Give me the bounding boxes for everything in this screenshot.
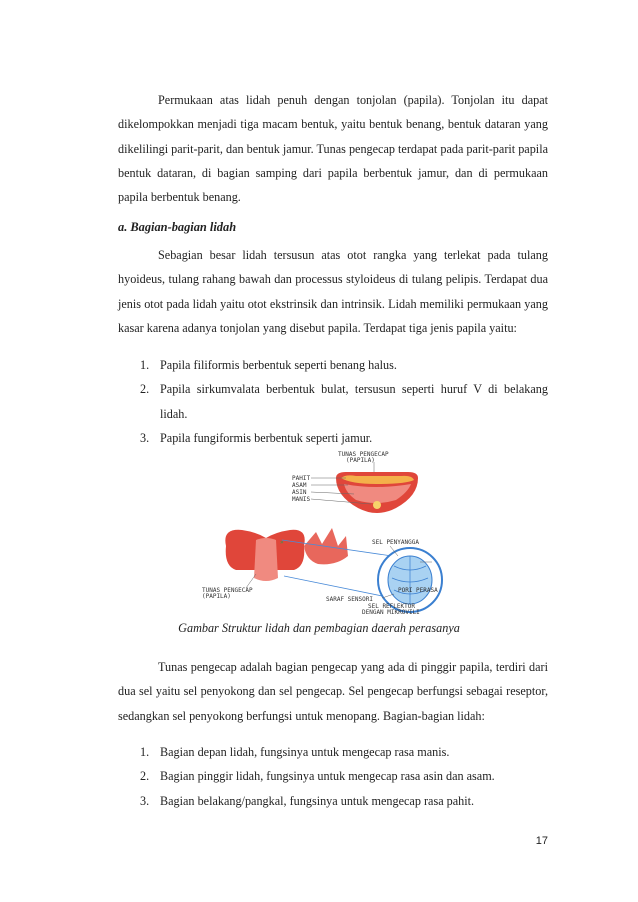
list-number: 3.: [140, 430, 150, 445]
section-heading-bagian-lidah: a. Bagian-bagian lidah: [118, 220, 237, 234]
tongue-tip-zone: [373, 501, 381, 509]
papila-list: [140, 353, 548, 450]
list-number: 1.: [140, 358, 150, 372]
paragraph-otot-lidah: Sebagian besar lidah tersusun atas otot rangka yang terlekat pada tulang hyoideus, tulang rahang bawah dan processus styloideus di tulang pelipis. Terdapat dua jenis otot pada lidah yaitu otot ekstrinsik dan intrinsik. Lidah memiliki permukaan yang kasar karena adanya tonjolan yang disebut papila. Terdapat tiga jenis papila yaitu:: [118, 248, 548, 335]
list-number: 1.: [140, 745, 150, 759]
list-text: Bagian depan lidah, fungsinya untuk mengecap rasa manis.: [160, 745, 450, 759]
label-pahit: PAHIT: [292, 475, 311, 482]
list-number: 3.: [140, 793, 150, 808]
list-text: Papila filiformis berbentuk seperti benang halus.: [160, 358, 397, 372]
label-papila-top: (PAPILA): [346, 457, 375, 464]
list-item: [140, 353, 548, 377]
tongue-structure-figure: [186, 448, 452, 618]
label-pori-perasa: PORI PERASA: [398, 587, 438, 594]
list-text: Papila fungiformis berbentuk seperti jamur.: [160, 430, 373, 445]
papila-groove: [254, 538, 278, 581]
list-number: 2.: [140, 382, 150, 397]
label-tunas-top: TUNAS PENGECAP: [338, 451, 389, 458]
figure-caption: Gambar Struktur lidah dan pembagian daerah perasanya: [178, 621, 460, 635]
list-text: Papila sirkumvalata berbentuk bulat, tersusun seperti huruf V di belakang lidah.: [160, 382, 548, 421]
label-mikrovili: DENGAN MIKROVILI: [362, 609, 420, 616]
list-item: [140, 377, 548, 426]
list-number: 2.: [140, 769, 150, 784]
label-saraf-sensori: SARAF SENSORI: [326, 596, 373, 603]
label-sel-reflektor: SEL REFLEKTOR: [368, 603, 415, 610]
list-item: [140, 764, 548, 788]
page-number: 17: [535, 835, 548, 847]
label-manis: MANIS: [292, 496, 311, 503]
taste-bud-marker-icon: »: [280, 539, 284, 546]
list-text: Bagian pinggir lidah, fungsinya untuk mengecap rasa asin dan asam.: [160, 769, 495, 784]
label-papila-bottom: (PAPILA): [202, 593, 231, 600]
list-item: [140, 740, 548, 764]
paragraph-papila-intro: Permukaan atas lidah penuh dengan tonjolan (papila). Tonjolan itu dapat dikelompokkan menjadi tiga macam bentuk, yaitu bentuk benang, bentuk dataran yang dikelilingi parit-parit, dan bentuk jamur. Tunas pengecap terdapat pada parit-parit papila bentuk dataran, di bagian samping dari papila berbentuk jamur, dan di permukaan papila berbentuk benang.: [118, 93, 548, 205]
list-text: Bagian belakang/pangkal, fungsinya untuk mengecap rasa pahit.: [160, 793, 475, 808]
label-sel-penyangga: SEL PENYANGGA: [372, 539, 419, 546]
list-item: [140, 426, 548, 450]
label-asin: ASIN: [292, 489, 307, 496]
lidah-bagian-list: [140, 740, 548, 813]
label-asam: ASAM: [292, 482, 307, 489]
list-item: [140, 789, 548, 813]
label-tunas-bottom: TUNAS PENGECAP: [202, 587, 253, 594]
paragraph-tunas-pengecap: Tunas pengecap adalah bagian pengecap yang ada di pinggir papila, terdiri dari dua sel yaitu sel penyokong dan sel pengecap. Sel pengecap berfungsi sebagai reseptor, sedangkan sel penyokong berfungsi untuk menopang. Bagian-bagian lidah:: [118, 660, 548, 723]
